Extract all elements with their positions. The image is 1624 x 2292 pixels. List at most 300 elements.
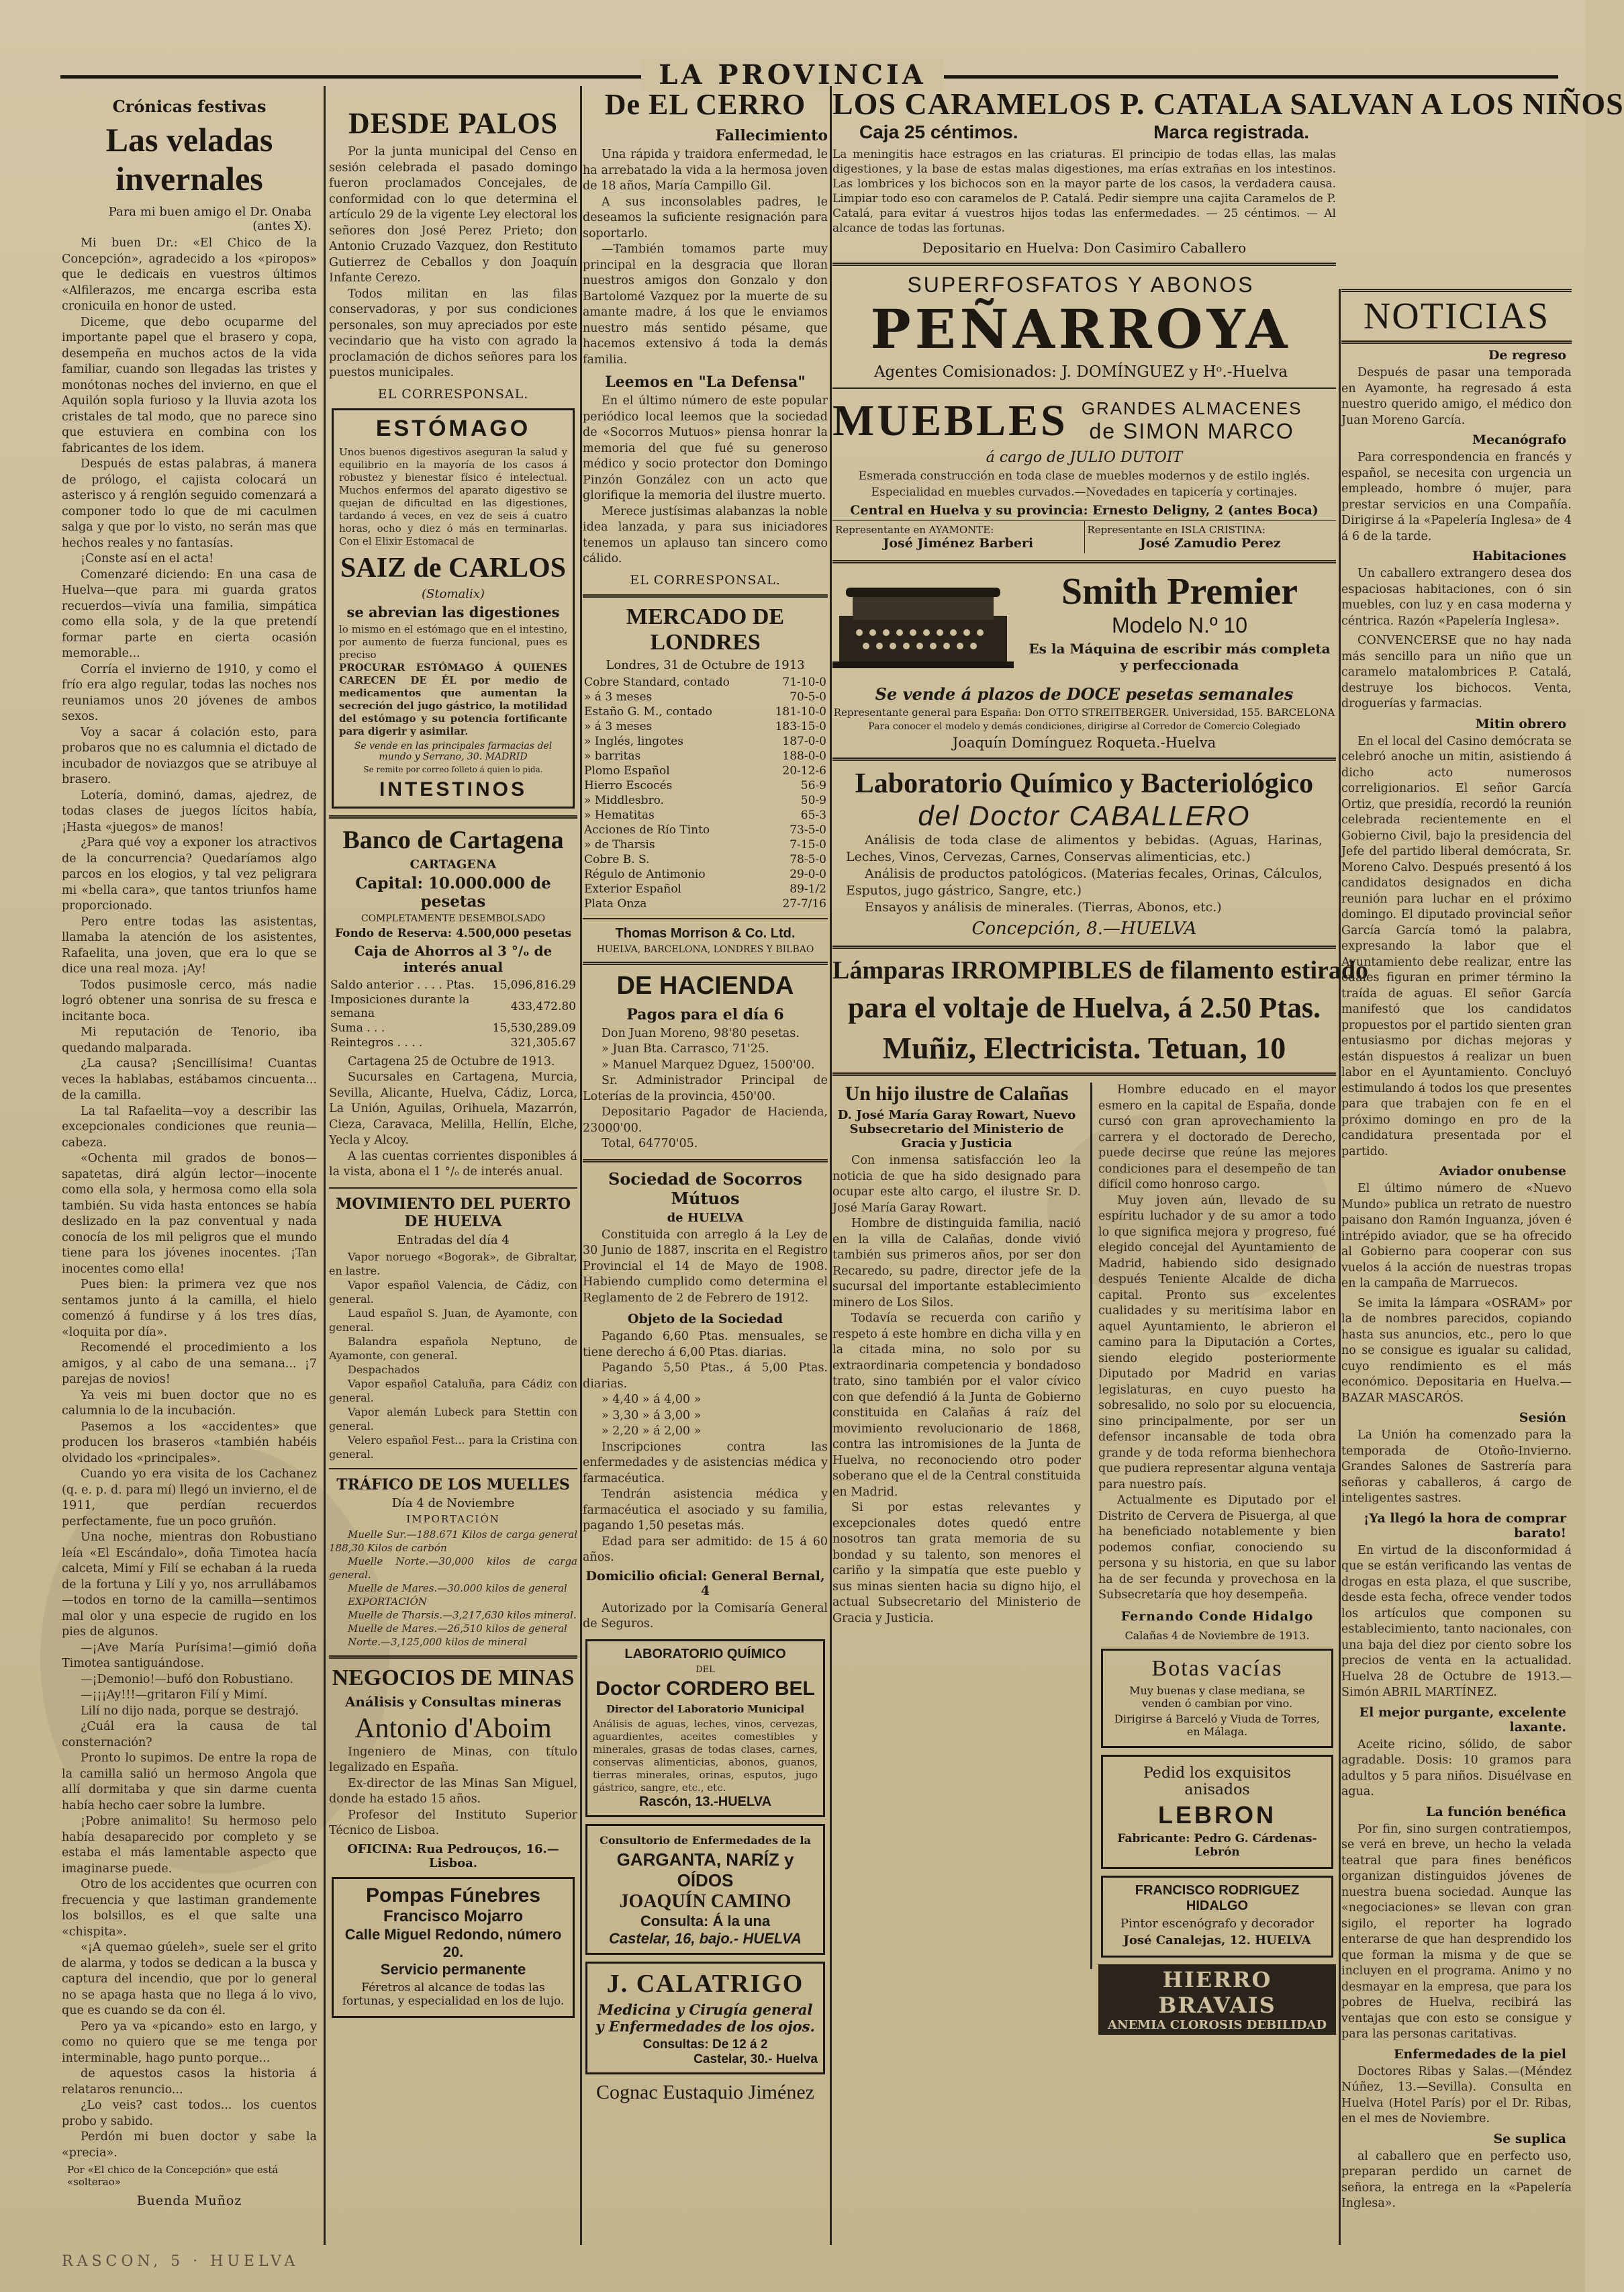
section-title: NOTICIAS [1363,295,1550,337]
news-item [1341,1705,1572,1800]
bank-city: CARTAGENA [410,857,497,872]
market-row [583,778,828,793]
article-body [583,1228,828,1307]
news-head: Mecanógrafo [1472,432,1566,447]
ad-address: Castelar, 30.- Huelva [694,2052,818,2066]
ad-line: Análisis de toda clase de alimentos y bebidas. (Aguas, Harinas, Leches, Vinos, Cervezas, Carnes, Conservas alimenticias, etc.) [846,833,1323,864]
paragraph: Mi buen Dr.: «El Chico de la Concepción», agradecido a los «piropos» que le dedicais en vuestros últimos «Alfilerazos, me encarga escriba esta cronicuila en honor de usted. [62,236,317,313]
news-item [1341,2047,1572,2127]
ad-title: Laboratorio Químico y Bacteriológico [855,768,1314,799]
paragraph: Por la junta municipal del Censo en sesión celebrada el pasado domingo fueron proclamados Concejales, de conformidad con lo que determina el artículo 29 de la vigente Ley electoral los señores don José Perez Prieto; don Antonio Cruzado Vazquez, don Restituto Gutierrez de Ceballos y don Joaquín Infante Cerezo. [329,145,577,285]
divider [832,946,1336,949]
row-label: » Hematitas [584,808,655,822]
bank-row [329,1036,577,1050]
ad-title: Consultorio de Enfermedades de la [600,1833,811,1847]
column-noticias [1341,289,1572,2245]
traffic-line: Muelle de Mares.—30.000 kilos de general [348,1582,567,1594]
ad-name: del Doctor CABALLERO [918,800,1251,831]
ad-subtitle: GRANDES ALMACENES [1081,398,1302,418]
paragraph: Hombre educado en el mayor esmero en la capital de España, donde cursó con gran aprovechamiento la carrera y el doctorado de Derecho, puede decirse que reúne las mejores condiciones para el desempeño de tan difícil como honroso cargo. [1098,1083,1336,1191]
signature-line: Por «El chico de la Concepción» que está «solterao» [67,2164,279,2188]
port-list [329,1250,577,1461]
news-text: al caballero que en perfecto uso, preparan perdido un carnet de señora, la entrega en la «Papelería Inglesa». [1341,2149,1572,2210]
column-cerro [583,86,828,2245]
bank-row [329,1021,577,1036]
ad-mark: Marca registrada. [1153,122,1309,142]
row-label: Plomo Español [584,764,670,778]
ad-claim: se abrevian las digestiones [346,603,560,621]
ad-lebron [1101,1755,1333,1869]
divider [832,758,1336,761]
ad-manager: á cargo de JULIO DUTOIT [986,449,1183,466]
paragraph: Pues bien: la primera vez que nos sentamos junto á la camilla, el hielo comenzó á fundirse y á los tres días, «loquita por día». [62,1278,317,1339]
divider [329,1468,577,1469]
ad-name: Doctor CORDERO BEL [595,1677,815,1700]
news-item [1341,1804,1572,2043]
ad-laboratorio-caballero [832,768,1336,939]
article-title: Un hijo ilustre de Calañas [845,1083,1069,1105]
row-label: » Middlesbro. [584,793,664,807]
section-subtitle: Leemos en "La Defensa" [605,373,806,391]
ad-text: PROCURAR ESTÓMAGO Á QUIENES CARECEN DE ÉL por medio de medicamentos que aumentan la secreción del jugo gástrico, la motilidad del estómago y su potencia fortificante para digerir y asimilar. [339,661,567,737]
article-title: Las veladas invernales [105,121,273,197]
section-subtitle: Entradas del día 4 [397,1232,510,1247]
paragraph: de aquestos casos la historia á relataros renuncio... [62,2067,317,2097]
row-value: 56-9 [800,778,826,792]
news-head: Sesión [1519,1410,1566,1425]
ad-address: Concepción, 8.—HUELVA [971,919,1197,939]
divider [583,962,828,965]
market-row [583,734,828,749]
row-label: Saldo anterior . . . . Ptas. [330,978,475,992]
news-text: El último número de «Nuevo Mundo» publica un retrato de nuestro paisano don Ramón Inguanza, jóven é intrépido aviador, que se ha ofrecido al Gobierno para cooperar con sus vuelos á la acción de nuestras tropas en la campaña de Marruecos. [1341,1182,1572,1290]
news-item [1341,432,1572,545]
ad-line: Ingeniero de Minas, con título legalizado en España. [329,1745,577,1774]
market-title: MERCADO DE LONDRES [626,604,785,655]
article-date: Calañas 4 de Noviembre de 1913. [1125,1629,1310,1642]
paragraph: «Ochenta mil grados de bonos—sapatetas, dirá algún lector—inocente como ella sola, y hermosa como ella sola también. Su vida hasta entonces se había deslizado en la paz conventual y nada conocía de los mil peligros que el mundo tiene para los jóvenes inocentes. ¡Tan inocentes como ella! [62,1152,317,1276]
article-calanas-left [832,1083,1081,1969]
ad-sale: Se vende en las principales farmacias del mundo y Serrano, 30. MADRID [354,740,553,762]
ad-title: Botas vacías [1151,1655,1283,1681]
port-line: Vapor alemán Lubeck para Stettin con general. [329,1405,577,1432]
paragraph: Lilí no dijo nada, porque se destrajó. [81,1704,299,1718]
ad-text: Análisis de aguas, leches, vinos, cervezas, aguardientes, aceites comestibles y minerales, grasas de todas clases, carnes, conservas alimenticias, abonos, guanos, tierras minerales, orinas, esputos, jugo gástrico, sangre, etc., etc. [593,1717,818,1794]
traffic-line: Muelle de Mares.—26,510 kilos de general [348,1622,567,1635]
row-value: 187-0-0 [782,734,826,748]
ad-subtitle: de SIMON MARCO [1089,419,1294,443]
divider [583,918,828,919]
bank-capital: Capital: 10.000.000 de pesetas [355,874,551,911]
paragraph: Después de estas palabras, á manera de prólogo, el cajista colocará un asterisco y á renglón seguido comenzará a componer todo lo que de mi caculmen salga y que por lo visto, no serán mas que hechos reales y no fantasías. [62,457,317,550]
paragraph: Lotería, dominó, damas, ajedrez, de todas clases de juegos lícitos había, ¡Hasta «juegos» de manos! [62,788,317,834]
ad-subbrand: (Stomalix) [422,586,485,601]
port-line: Laud español S. Juan, de Ayamonte, con general. [329,1306,577,1334]
ad-heading: Pedid los exquisitos anisados [1143,1764,1291,1798]
row-label: » á 3 meses [584,690,653,704]
market-row [583,749,828,764]
row-value: 188-0-0 [782,749,826,763]
paragraph: Hombre de distinguida familia, nació en la villa de Calañas, donde vivió también sus primeros años, por ser don Recaredo, su padre, director jefe de la sucursal del importante establecimiento minero de Los Silos. [832,1217,1081,1310]
article-body [583,394,828,567]
traffic-line: Norte.—3,125,000 kilos de mineral [348,1635,528,1648]
article-body [583,1601,828,1633]
market-row [583,764,828,778]
ad-name: Antonio d'Aboim [354,1712,552,1744]
ad-text: Unos buenos digestivos aseguran la salud y equilibrio en la mayoría de los casos á robustez y bienestar físico é intelectual. Muchos enfermos del aparato digestivo se quejan de dificultad en las digestiones, tardando á veces, en vez de seis á cuatro horas, ocho y diez ó más en terminarlas. Con el Elixir Estomacal de [339,445,567,547]
payment-line: » Manuel Marquez Dguez, 1500'00. [602,1058,815,1072]
payment-line: Sr. Administrador Principal de Loterías de la provincia, 450'00. [583,1074,828,1103]
ad-name: J. CALATRIGO [606,1969,804,1998]
paragraph: —¡Ave María Purísima!—gimió doña Timotea santiguándose. [62,1641,317,1670]
paragraph: ¡Pobre animalito! Su hermoso pelo había desaparecido por completo y se estaba el más lamentable aspecto que imaginarse puede. [62,1815,317,1876]
section-title: TRÁFICO DE LOS MUELLES [336,1475,570,1494]
article-signature: Buenda Muñoz [136,2193,242,2208]
row-label: Hierro Escocés [584,778,673,792]
bank-title: Banco de Cartagena [342,825,564,854]
ad-name: FRANCISCO RODRIGUEZ HIDALGO [1135,1882,1300,1913]
market-row [583,837,828,852]
news-head: Habitaciones [1472,549,1566,563]
market-row [583,823,828,837]
divider [583,594,828,598]
rep-name: José Jiménez Barberi [883,536,1034,551]
market-row [583,897,828,911]
section-subtitle: Objeto de la Sociedad [627,1312,783,1326]
ad-lamparas [832,956,1368,1066]
news-list [1341,348,1572,2212]
port-line: Vapor noruego «Bogorak», de Gibraltar, en lastre. [329,1250,577,1277]
section-title: De EL CERRO [604,88,806,121]
paragraph: Inscripciones contra las enfermedades y de asistencias médica y farmacéutica. [583,1440,828,1485]
ad-line: Ensayos y análisis de minerales. (Tierras, Abonos, etc.) [865,900,1222,915]
article-signature: EL CORRESPONSAL. [377,386,529,402]
text-line: Autorizado por la Comisaría General de Seguros. [583,1601,828,1631]
paragraph: Todos militan en las filas conservadoras, y por sus condiciones personales, son muy apreciados por este vecindario que ha visto con agrado la proclamación de dichos señores para los puestos municipales. [329,287,577,379]
ad-title: NEGOCIOS DE MINAS [332,1665,575,1690]
paragraph: Todos pusimosle cerco, más nadie logró obtener una sonrisa de su fresca e incitante boca. [62,978,317,1023]
paragraph: Pero entre todas las asistentas, llamaba la atención de los asistentes, Rafaelita, una joven, que era lo que se dice una real moza. ¡Ay! [62,915,317,976]
paragraph: Voy a sacar á colación esto, para probaros que no es calumnia el dictado de incubador de noviazgos que se atribuye al brasero. [62,725,317,786]
ad-funebres [332,1877,575,2018]
market-row [583,675,828,690]
news-item [1341,633,1572,713]
news-text: CONVENCERSE que no hay nada más sencillo para un niño que un caramelo matalombrices P. Catalá, destruye los bichocos. Venta, droguerías y farmacias. [1341,634,1572,710]
ad-muebles [832,396,1336,553]
news-text: Se imita la lámpara «OSRAM» por la de nombres parecidos, copiando hasta sus anuncios, etc., pero lo que no se consigue es igualar su calidad, cuyo rendimiento es el más económico. Depositaria en Huelva.—BAZAR MASCARÓS. [1341,1296,1572,1405]
ad-botas [1101,1649,1333,1748]
article-signature: EL CORRESPONSAL. [630,572,781,588]
traffic-line: Muelle Norte.—30,000 kilos de carga general. [329,1555,577,1581]
column-rule [830,86,832,2245]
payment-line: Don Juan Moreno, 98'80 pesetas. [602,1026,800,1040]
ad-row [832,396,1336,447]
news-head: La función benéfica [1426,1804,1566,1819]
bank-text: COMPLETAMENTE DESEMBOLSADO [361,913,546,924]
paragraph: A sus inconsolables padres, le deseamos la suficiente resignación para soportarlo. [583,195,828,240]
rep-name: José Zamudio Perez [1139,536,1281,551]
ad-caramelos [832,86,1624,256]
bank-text: A las cuentas corrientes disponibles á la vista, abona el 1 °/ₒ de interés anual. [329,1149,577,1179]
bank-text: Sucursales en Cartagena, Murcia, Sevilla, Alicante, Huelva, Cádiz, Lorca, La Unión, Aguilas, Orihuela, Mazarrón, Cieza, Caravaca, Melilla, Hellín, Elche, Yecla y Alcoy. [329,1070,577,1147]
section-title: MOVIMIENTO DEL PUERTO DE HUELVA [335,1195,571,1230]
section-title: Sociedad de Socorros Mútuos [608,1168,802,1208]
ad-terms: Se vende á plazos de DOCE pesetas semanales [875,684,1294,704]
news-head: De regreso [1488,348,1566,363]
paragraph: Merece justísimas alabanzas la noble idea lanzada, y para sus iniciadores tenemos un aplauso tan sincero como cálido. [583,504,828,565]
ad-consultorio [585,1824,825,1955]
traffic-line: EXPORTACIÓN [348,1595,427,1608]
market-row [583,690,828,704]
ad-role: Director del Laboratorio Municipal [606,1702,805,1715]
ad-smith-premier [832,570,1336,682]
paragraph: Si por estas relevantes y excepcionales dotes quedó entre nosotros tan grata memoria de su bondad y su talento, son menores el cariño y la simpatía que este pueblo y sus minas sienten hacia su digno hijo, el actual Subsecretario del Ministerio de Gracia y Justicia. [832,1501,1081,1625]
ad-text: La meningitis hace estragos en las criaturas. El principio de todas ellas, las malas digestiones, y la base de estas malas digestiones, ma erías extrañas en los intestinos. Las lombrices y los bichocos son en la mayor parte de los casos, la verdadera causa. Limpiar todo eso con caramelos de P. Catalá. Pedir siempre una cajita Caramelos de P. Catalá, para evitar á vuestros hijos todas las enfermedades. — 25 céntimos. — Al alcance de todas las fortunas. [832,148,1336,235]
news-head: ¡Ya llegó la hora de comprar barato! [1364,1510,1566,1541]
fee-line: Pagando 5,50 Ptas., á 5,00 Ptas. diarias. [583,1361,828,1391]
article-calanas-right [1098,1083,1336,2032]
news-text: Para correspondencia en francés y español, se necesita con urgencia un empleado, hombre ó mujer, para prestar servicios en una Compañía. Dirigirse á la «Papelería Inglesa» de 4 á 6 de la tarde. [1341,451,1572,543]
ad-brand: HIERRO BRAVAIS [1158,1966,1276,2018]
market-date: Londres, 31 de Octubre de 1913 [606,657,805,672]
section-kicker: Crónicas festivas [112,97,267,116]
payment-line: Depositario Pagador de Hacienda, 23000'00. [583,1105,828,1135]
market-row [583,719,828,734]
ad-price: para el voltaje de Huelva, á 2.50 Ptas. [848,991,1321,1024]
ad-row [832,122,1336,143]
lower-area [832,1083,1336,2032]
ad-smith-text [1023,570,1336,682]
ad-text: Es la Máquina de escribir más completa y perfeccionada [1029,641,1331,673]
market-row [583,882,828,897]
ad-hours: Consulta: Á la una [640,1912,771,1929]
paragraph: Todavía se recuerda con cariño y respeto á este hombre en dicha villa y en la citada mina, no solo por su extraordinaria competencia y bondadoso trato, sino también por el valor cívico con que defendió á la Junta de Gobierno constituida en Calañas á raíz del movimiento revolucionario de 1868, contra las intromisiones de la Junta de Huelva, no reconociendo otro poder soberano que el de la Central constituida en Madrid. [832,1312,1081,1499]
port-line: Velero español Fest... para la Cristina con general. [329,1433,577,1461]
news-head: Mitin obrero [1475,716,1566,731]
row-value: 78-5-0 [790,852,826,866]
paragraph: ¿La causa? ¡Sencillísima! Cuantas veces la hablabas, estábamos cincuenta... de la camilla. [62,1057,317,1102]
ad-text: Dirigirse á Barceló y Viuda de Torres, en Málaga. [1114,1712,1320,1738]
text-line: Constituida con arreglo á la Ley de 30 Junio de 1887, inscrita en el Registro Provincial el 14 de Mayo de 1908. Habiendo cumplido como determina el Reglamento de 2 de Febrero de 1912. [583,1228,828,1305]
ad-title: Pompas Fúnebres [365,1884,541,1907]
paragraph: Mi reputación de Tenorio, iba quedando malparada. [62,1025,317,1055]
news-item [1341,348,1572,428]
ad-address: Castelar, 16, bajo.- HUELVA [609,1929,802,1947]
news-text: Doctores Ribas y Salas.—(Méndez Núñez, 13.—Sevilla). Consulta en Huelva (Hotel París) por el Dr. Ribas, en el mes de Noviembre. [1341,2064,1572,2125]
section-subtitle: Pagos para el día 6 [626,1005,784,1023]
divider [583,1159,828,1162]
ad-address: José Canalejas, 12. HUELVA [1123,1933,1311,1947]
bank-table [329,978,577,1050]
news-item [1341,1410,1572,1507]
column-cronicas [62,86,317,2245]
row-label: » de Tharsis [584,837,655,852]
ad-address: OFICINA: Rua Pedrouços, 16.— Lisboa. [347,1841,559,1870]
column-rule [324,86,326,2245]
article-signature: Fernando Conde Hidalgo [1120,1608,1314,1624]
paragraph: Pronto lo supimos. De entre la ropa de la camilla salió un hermoso Angola que allí dormitaba y que sin darme cuenta había hecho caer sobre la lumbre. [62,1751,317,1813]
paragraph: Ya veis mi buen doctor que no es calumnia lo de la incubación. [62,1388,317,1418]
noticias-header [1341,289,1572,344]
ad-agents: Agentes Comisionados: J. DOMÍNGUEZ y Hᵒ.-Huelva [873,363,1288,381]
paragraph: Recomendé el procedimiento a los amigos, y al cabo de una semana... ¡7 parejas de novios! [62,1341,317,1386]
paragraph: Una rápida y traidora enfermedad, le ha arrebatado la vida a la hermosa joven de 18 años, María Campillo Gil. [583,148,828,193]
ad-title: Lámparas IRROMPIBLES de filamento estirado [832,956,1368,984]
news-head: Se suplica [1493,2131,1566,2146]
typewriter-icon [832,576,1014,676]
ad-calatrigo [585,1962,825,2074]
paragraph: Otro de los accidentes que ocurren con frecuencia y que lastiman grandemente los bolsillos, es el que salte una «chispita». [62,1878,317,1939]
bank-row [329,978,577,993]
fee-line: » 3,30 » á 3,00 » [602,1408,702,1422]
address: Domicilio oficial: General Bernal, 4 [585,1568,825,1598]
paragraph: Comenzaré diciendo: En una casa de Huelva—que para mi guarda gratos recuerdos—vivía una familia, simpática como ella sola, y de la que pretendí formar parte en cierta ocasión memorable... [62,567,317,660]
masthead-title: LA PROVINCIA [641,59,943,91]
rep-label: Representante en ISLA CRISTINA: [1087,524,1265,536]
fee-line: » 2,20 » á 2,00 » [602,1424,702,1438]
traffic-line: Muelle de Tharsis.—3,217,630 kilos mineral. [348,1608,577,1621]
divider [832,387,1336,389]
firm-cities: HUELVA, BARCELONA, LONDRES Y BILBAO [596,944,814,955]
row-value: 15,096,816.29 [492,978,576,992]
article-body [329,144,577,381]
article-body [62,236,317,2161]
paragraph: —¡Demonio!—bufó don Robustiano. [81,1672,293,1686]
paragraph: Pero ya va «picando» esto en largo, y como no quiero que se me tenga por interminable, hago punto porque... [62,2019,317,2065]
port-line: Vapor español Cataluña, para Cádiz con general. [329,1377,577,1404]
divider [329,1655,577,1659]
market-row [583,852,828,867]
row-value: 181-10-0 [775,704,826,719]
ad-address: Muñiz, Electricista. Tetuan, 10 [882,1031,1286,1065]
ad-hidalgo [1101,1876,1333,1958]
row-value: 7-15-0 [790,837,826,852]
ad-subtitle: Análisis y Consultas mineras [344,1693,562,1710]
dedication: Para mi buen amigo el Dr. Onaba (antes X). [108,205,312,233]
article-body [583,1329,828,1566]
paragraph: Pasemos a los «accidentes» que producen los braseros «también habéis olvidado los «principales». [62,1420,317,1465]
rep-ayamonte [832,521,1085,553]
ad-text: DEL [696,1664,715,1675]
paragraph: Tendrán asistencia médica y farmacéutica el asociado y su familia, pagando 1,50 pesetas más. [583,1487,828,1532]
ad-heading: SUPERFOSFATOS Y ABONOS [907,273,1255,297]
ad-price: Caja 25 céntimos. [859,122,1018,142]
ad-brand: LEBRON [1158,1800,1276,1829]
ad-heading: GARGANTA, NARÍZ y OÍDOS [616,1849,794,1890]
port-line: Despachados [348,1363,420,1376]
row-value: 73-5-0 [790,823,826,837]
ad-laboratorio-cordero [585,1639,825,1817]
row-value: 70-5-0 [790,690,826,704]
article-body [832,1153,1081,1626]
row-value: 321,305.67 [510,1036,576,1050]
ad-title: LABORATORIO QUÍMICO [624,1646,786,1661]
ad-agent: Joaquín Domínguez Roqueta.-Huelva [952,735,1216,751]
ad-text [832,832,1336,916]
paragraph: Cuando yo era visita de los Cachanez (q. e. p. d. para mí) llegó un invierno, el de 1911, que perdían recuerdos perfectamente, fue un poco gruñón. [62,1467,317,1528]
payment-line: Total, 64770'05. [602,1137,698,1150]
row-value: 65-3 [800,808,826,822]
row-label: Imposiciones durante la semana [330,993,470,1020]
row-label: » á 3 meses [584,719,653,733]
row-value: 433,472.80 [510,999,576,1013]
ad-brand: PEÑARROYA [870,297,1292,361]
paragraph: Actualmente es Diputado por el Distrito de Cervera de Pisuerga, al que ha beneficiado notablemente y bien podemos confiar, conociendo su persona y su historia, en que su labor ha de ser fecunda y provechosa en la Subsecretaría que hoy desempeña. [1098,1494,1336,1602]
news-item [1341,549,1572,629]
rep-isla-cristina [1085,521,1337,553]
row-label: Régulo de Antimonio [584,867,706,881]
news-head: Aviador onubense [1439,1164,1566,1179]
ad-footer: INTESTINOS [379,778,527,800]
divider [832,560,1336,563]
ad-address: Calle Miguel Redondo, número 20. [344,1925,562,1960]
ad-line: Ex-director de las Minas San Miguel, donde ha estado 15 años. [329,1776,577,1806]
ad-heading: ESTÓMAGO [375,415,531,441]
payments-list [583,1026,828,1152]
ad-service: Servicio permanente [380,1960,526,1978]
bank-date: Cartagena 25 de Octubre de 1913. [348,1054,555,1068]
market-row [583,793,828,808]
row-label: » barritas [584,749,641,763]
bank-caja: Caja de Ahorros al 3 °/ₒ de interés anual [354,942,553,975]
port-line: Balandra española Neptuno, de Ayamonte, con general. [329,1334,577,1362]
ad-name: Francisco Mojarro [383,1907,524,1925]
ad-mail: Se remite por correo folleto á quien lo pida. [363,764,543,774]
section-subtitle: de HUELVA [667,1210,744,1225]
section-title: DE HACIENDA [616,971,794,1000]
news-text: En virtud de la disconformidad á que se están verificando las ventas de drogas en esta plaza, el que suscribe, desde esta fecha, ofrece vender todos los artículos que componen su establecimiento, tanto nacionales, con una baja del diez por ciento sobre los precios de venta en la actualidad. Huelva 28 de Octubre de 1913.—Simón ABRIL MARTÍNEZ. [1341,1543,1572,1699]
paragraph: —¡¡¡Ay!!!—gritaron Filí y Mimí. [81,1688,268,1702]
column-rule [1090,1083,1092,1969]
ad-representatives [832,520,1336,553]
news-text: Por fin, sino surgen contratiempos, se verá en breve, un hecho la velada teatral que para fines benéficos organizan distinguidos jóvenes de nuestra buena sociedad. Aunque las «negociaciones» se llevan con gran sigilo, el reporter ha logrado enterarse de que han desprendido los que forman la misma y de que se incluyen en el programa. Animo y no desmayar en la empresa, que para los pobres de Huelva, recibirá las ventajas que con esto se consigue y para las personas caritativas. [1341,1822,1572,2041]
market-row [583,704,828,719]
fee-line: Pagando 6,60 Ptas. mensuales, se tiene derecho á 6,00 Ptas. diarias. [583,1330,828,1359]
ad-name: JOAQUÍN CAMINO [619,1890,792,1912]
ad-text [329,1745,577,1839]
paragraph: La tal Rafaelita—voy a describir las excepcionales condiciones que reunia—cabeza. [62,1104,317,1150]
traffic-list [329,1528,577,1649]
divider [329,815,577,819]
ad-hours: Consultas: De 12 á 2 [642,2037,768,2052]
article-body [583,147,828,368]
ad-subtitle-block [1082,398,1302,444]
row-label: Reintegros . . . . [330,1036,423,1050]
row-value: 29-0-0 [790,867,826,881]
section-title: DESDE PALOS [348,107,559,140]
ad-superfosfatos [832,273,1329,381]
paragraph: En el último número de este popular periódico local leemos que la sociedad de «Socorros Mutuos» piensa honrar la memoria del que fué su generoso médico y socio protector don Domingo Pinzón González con un acto que glorifique la memoria del ilustre muerto. [583,394,828,502]
news-item [1341,1296,1572,1407]
divider [832,263,1336,266]
ad-model: Modelo N.º 10 [1111,613,1247,637]
payment-line: » Juan Bta. Carrasco, 71'25. [602,1042,769,1056]
paragraph: Muy joven aún, llevado de su espíritu luchador y de su amor a todo lo que significa mejora y progreso, fué elegido concejal del Ayuntamiento de Madrid, habiendo sido designado después Teniente Alcalde de dicha capital. Pronto sus excelentes cualidades y su meritísima labor en aquel Ayuntamiento, le abrieron el camino para la Diputación a Cortes, siendo elegido posteriormente Diputado por Madrid en varias legislaturas, en cuyo puesto ha sobresalido, no solo por su elocuencia, sino principalmente, por ser un defensor incansable de toda obra grande y de toda reforma bienhechora que pudiera representar alguna ventaja para nuestro país. [1098,1193,1336,1492]
bank-notes [329,1054,577,1181]
ad-brand: SAIZ de CARLOS [340,552,567,584]
firm-name: Thomas Morrison & Co. Ltd. [615,925,796,941]
ad-central: Central en Huelva y su provincia: Ernesto Deligny, 2 (antes Boca) [850,503,1319,518]
ad-subtitle: ANEMIA CLOROSIS DEBILIDAD [1108,2017,1327,2032]
bottom-strip [62,2253,1558,2277]
bank-reserve: Fondo de Reserva: 4.500,000 pesetas [334,926,572,940]
news-text: La Unión ha comenzado para la temporada de Otoño-Invierno. Grandes Salones de Sastrería para señoras y caballeros, á cargo de inteligentes sastres. [1341,1428,1572,1505]
ad-text: Medicina y Cirugía general y Enfermedades de los ojos. [595,2001,815,2035]
ad-info: Para conocer el modelo y demás condiciones, dirigirse al Corredor de Comercio Colegiado [868,721,1300,732]
ad-hierro [1098,1964,1336,2035]
row-label: Cobre B. S. [584,852,650,866]
market-table [583,675,828,911]
